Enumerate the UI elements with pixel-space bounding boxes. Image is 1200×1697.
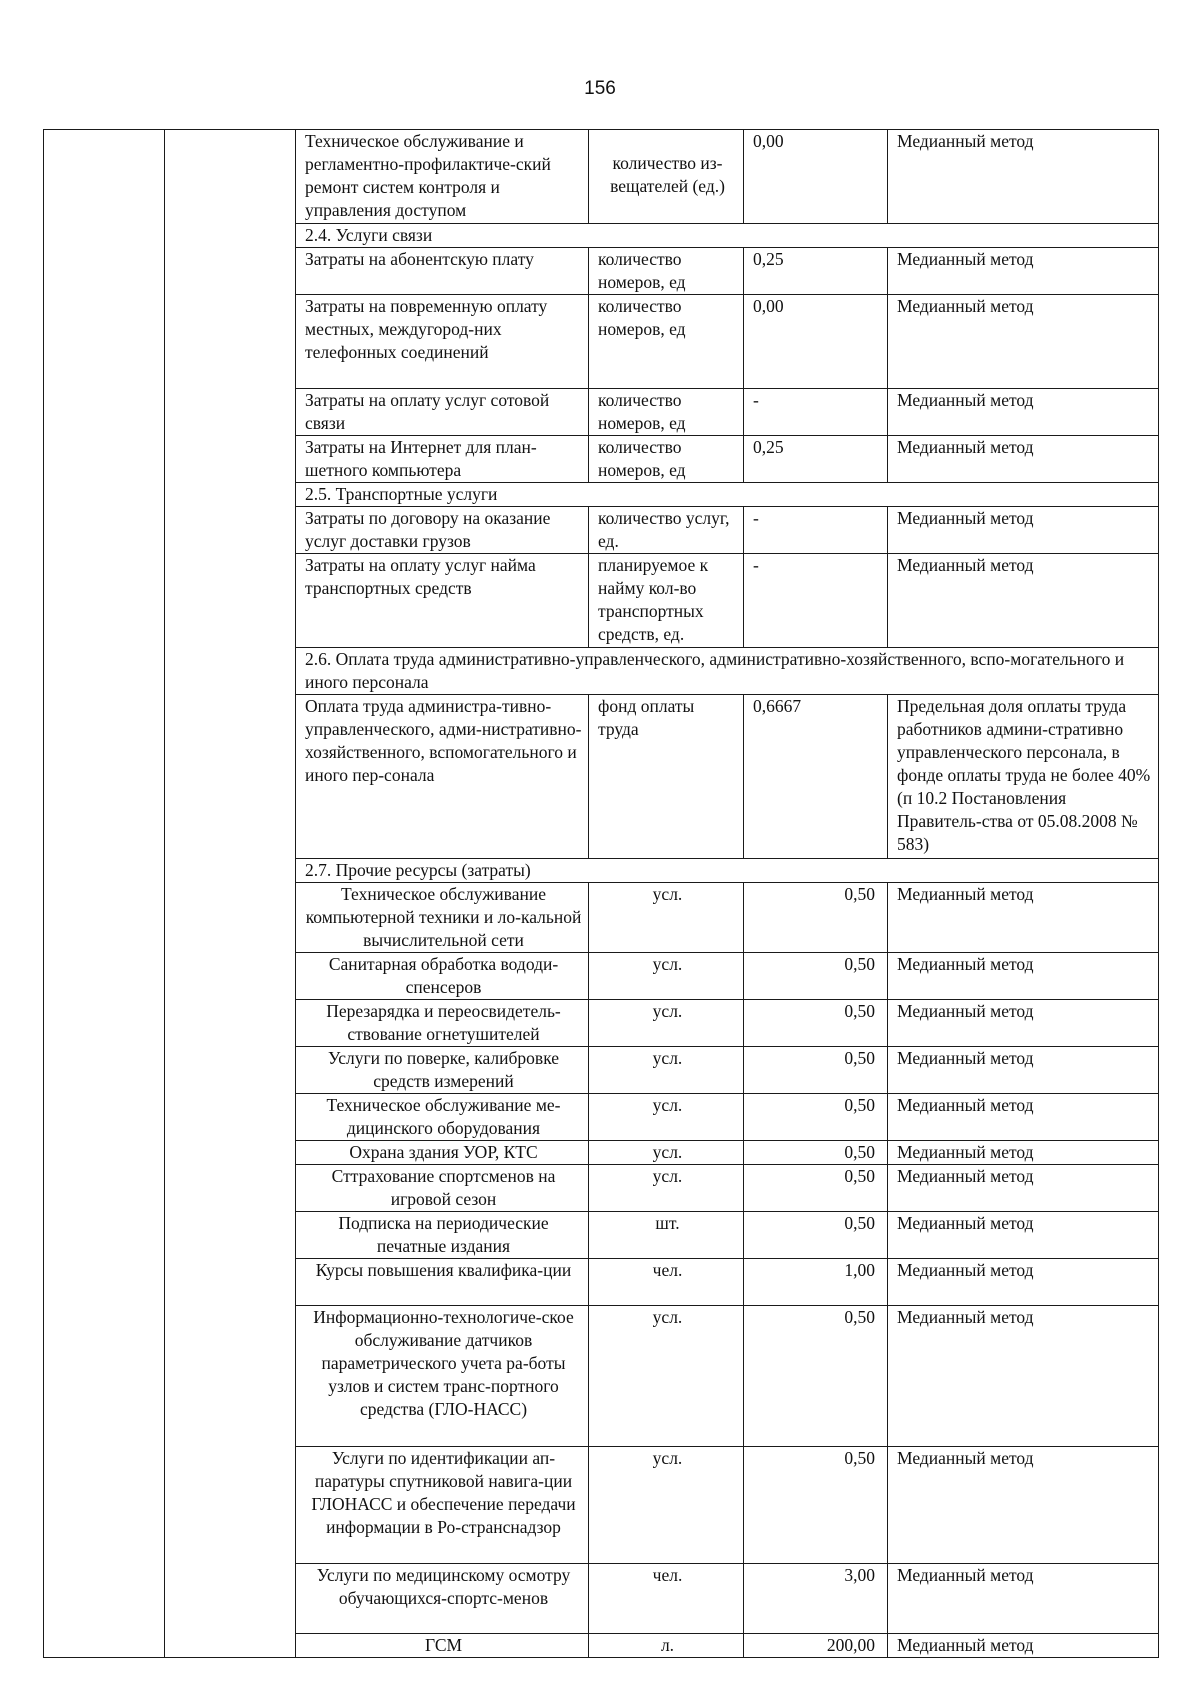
value-cell: 0,50 [744, 1306, 888, 1447]
cost-item-name: Затраты по договору на оказание услуг доставки грузов [296, 507, 589, 554]
unit-cell: усл. [589, 1165, 744, 1212]
value-cell: 0,25 [744, 436, 888, 483]
unit-cell: шт. [589, 1212, 744, 1259]
cost-table [43, 129, 1159, 1658]
value-cell: - [744, 507, 888, 554]
cost-item-name: Санитарная обработка вододи-спенсеров [296, 953, 589, 1000]
value-cell: 0,25 [744, 248, 888, 295]
unit-cell: усл. [589, 1306, 744, 1447]
cost-table-wrapper [43, 129, 1159, 1658]
method-cell: Предельная доля оплаты труда работников админи-стративно управленческого персонала, в фонде оплаты труда не более 40% (п 10.2 Постановления Правитель-ства от 05.08.2008 № 583) [888, 695, 1159, 859]
cost-item-name: Техническое обслуживание и регламентно-профилактиче-ский ремонт систем контроля и управления доступом [296, 130, 589, 224]
unit-cell: усл. [589, 1000, 744, 1047]
value-cell: 0,50 [744, 883, 888, 953]
value-cell: 0,50 [744, 1141, 888, 1165]
cost-item-name: Затраты на оплату услуг найма транспортных средств [296, 554, 589, 648]
cost-item-name: Курсы повышения квалифика-ции [296, 1259, 589, 1306]
cost-item-name: Информационно-технологиче-ское обслуживание датчиков параметрического учета ра-боты узлов и систем транс-портного средства (ГЛО-НАСС) [296, 1306, 589, 1447]
value-cell: 0,00 [744, 295, 888, 389]
value-cell: 0,50 [744, 1094, 888, 1141]
value-cell: 0,50 [744, 1447, 888, 1564]
unit-cell: количество номеров, ед [589, 389, 744, 436]
method-cell: Медианный метод [888, 130, 1159, 224]
method-cell: Медианный метод [888, 507, 1159, 554]
unit-cell: усл. [589, 953, 744, 1000]
blank-column-2 [165, 130, 296, 1658]
cost-item-name: Услуги по медицинскому осмотру обучающихся-спортс-менов [296, 1564, 589, 1634]
value-cell: - [744, 554, 888, 648]
unit-cell: усл. [589, 1094, 744, 1141]
unit-cell: усл. [589, 1141, 744, 1165]
method-cell: Медианный метод [888, 1047, 1159, 1094]
method-cell: Медианный метод [888, 883, 1159, 953]
cost-item-name: Затраты на оплату услуг сотовой связи [296, 389, 589, 436]
value-cell: 0,00 [744, 130, 888, 224]
method-cell: Медианный метод [888, 436, 1159, 483]
method-cell: Медианный метод [888, 1259, 1159, 1306]
method-cell: Медианный метод [888, 1165, 1159, 1212]
method-cell: Медианный метод [888, 1141, 1159, 1165]
section-heading: 2.6. Оплата труда административно-управленческого, административно-хозяйственного, вспо-могательного и иного персонала [296, 648, 1159, 695]
cost-item-name: Техническое обслуживание компьютерной техники и ло-кальной вычислительной сети [296, 883, 589, 953]
method-cell: Медианный метод [888, 1564, 1159, 1634]
section-heading: 2.7. Прочие ресурсы (затраты) [296, 859, 1159, 883]
value-cell: 0,6667 [744, 695, 888, 859]
unit-cell: количество номеров, ед [589, 436, 744, 483]
value-cell: 200,00 [744, 1634, 888, 1658]
cost-item-name: Техническое обслуживание ме-дицинского оборудования [296, 1094, 589, 1141]
value-cell: 1,00 [744, 1259, 888, 1306]
value-cell: 0,50 [744, 953, 888, 1000]
method-cell: Медианный метод [888, 248, 1159, 295]
value-cell: 0,50 [744, 1047, 888, 1094]
unit-cell: л. [589, 1634, 744, 1658]
unit-cell: планируемое к найму кол-во транспортных средств, ед. [589, 554, 744, 648]
unit-cell: усл. [589, 1447, 744, 1564]
cost-item-name: Охрана здания УОР, КТС [296, 1141, 589, 1165]
value-cell: 0,50 [744, 1165, 888, 1212]
page-number: 156 [584, 78, 616, 99]
unit-cell: количество номеров, ед [589, 248, 744, 295]
cost-item-name: Сттрахование спортсменов на игровой сезон [296, 1165, 589, 1212]
unit-cell: чел. [589, 1259, 744, 1306]
method-cell: Медианный метод [888, 295, 1159, 389]
section-heading: 2.4. Услуги связи [296, 224, 1159, 248]
method-cell: Медианный метод [888, 1634, 1159, 1658]
method-cell: Медианный метод [888, 1212, 1159, 1259]
unit-cell: чел. [589, 1564, 744, 1634]
method-cell: Медианный метод [888, 554, 1159, 648]
value-cell: 0,50 [744, 1212, 888, 1259]
method-cell: Медианный метод [888, 1447, 1159, 1564]
value-cell: 0,50 [744, 1000, 888, 1047]
method-cell: Медианный метод [888, 1094, 1159, 1141]
cost-item-name: Перезарядка и переосвидетель-ствование огнетушителей [296, 1000, 589, 1047]
unit-cell: усл. [589, 1047, 744, 1094]
unit-cell: количество из-вещателей (ед.) [589, 130, 744, 224]
unit-cell: фонд оплаты труда [589, 695, 744, 859]
cost-item-name: Затраты на Интернет для план-шетного компьютера [296, 436, 589, 483]
cost-item-name: Подписка на периодические печатные издания [296, 1212, 589, 1259]
blank-column-1 [44, 130, 165, 1658]
value-cell: - [744, 389, 888, 436]
cost-item-name: Затраты на абонентскую плату [296, 248, 589, 295]
unit-cell: количество услуг, ед. [589, 507, 744, 554]
method-cell: Медианный метод [888, 1000, 1159, 1047]
method-cell: Медианный метод [888, 953, 1159, 1000]
table-row [44, 130, 1159, 224]
cost-item-name: ГСМ [296, 1634, 589, 1658]
unit-cell: усл. [589, 883, 744, 953]
section-heading: 2.5. Транспортные услуги [296, 483, 1159, 507]
cost-item-name: Оплата труда администра-тивно-управленческого, адми-нистративно-хозяйственного, вспомогательного и иного пер-сонала [296, 695, 589, 859]
method-cell: Медианный метод [888, 389, 1159, 436]
unit-cell: количество номеров, ед [589, 295, 744, 389]
cost-item-name: Затраты на повременную оплату местных, междугород-них телефонных соединений [296, 295, 589, 389]
cost-item-name: Услуги по поверке, калибровке средств измерений [296, 1047, 589, 1094]
value-cell: 3,00 [744, 1564, 888, 1634]
method-cell: Медианный метод [888, 1306, 1159, 1447]
cost-item-name: Услуги по идентификации ап-паратуры спутниковой навига-ции ГЛОНАСС и обеспечение передачи информации в Ро-странснадзор [296, 1447, 589, 1564]
